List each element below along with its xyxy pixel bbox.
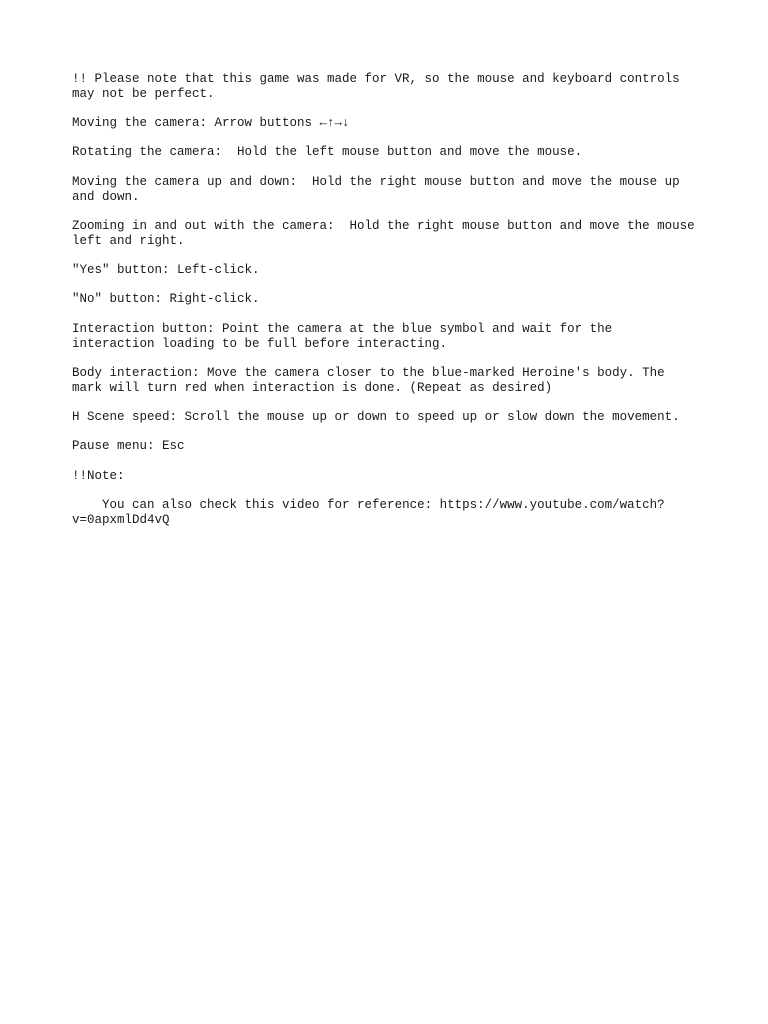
document-page — [72, 72, 712, 542]
pause-menu-instruction: Pause menu: Esc — [72, 439, 185, 454]
yes-button-instruction: "Yes" button: Left-click. — [72, 263, 260, 278]
body-interaction-instruction: Body interaction: Move the camera closer to the blue-marked Heroine's body. The mark will turn red when interaction is done. (Repeat as desired) — [72, 365, 665, 395]
interaction-button-instruction: Interaction button: Point the camera at the blue symbol and wait for the interaction loading to be full before interacting. — [72, 321, 613, 351]
camera-vertical-instruction: Moving the camera up and down: Hold the right mouse button and move the mouse up and down. — [72, 174, 680, 204]
camera-move-instruction: Moving the camera: Arrow buttons ←↑→↓ — [72, 116, 350, 131]
scene-speed-instruction: H Scene speed: Scroll the mouse up or down to speed up or slow down the movement. — [72, 410, 680, 425]
camera-rotate-instruction: Rotating the camera: Hold the left mouse button and move the mouse. — [72, 145, 583, 160]
camera-zoom-instruction: Zooming in and out with the camera: Hold the right mouse button and move the mouse left and right. — [72, 218, 695, 248]
vr-warning-text: !! Please note that this game was made for VR, so the mouse and keyboard controls may not be perfect. — [72, 72, 680, 101]
note-heading: !!Note: — [72, 468, 125, 483]
video-reference-text: You can also check this video for reference: https://www.youtube.com/watch? v=0apxmlDd4vQ — [72, 498, 665, 527]
no-button-instruction: "No" button: Right-click. — [72, 292, 260, 307]
